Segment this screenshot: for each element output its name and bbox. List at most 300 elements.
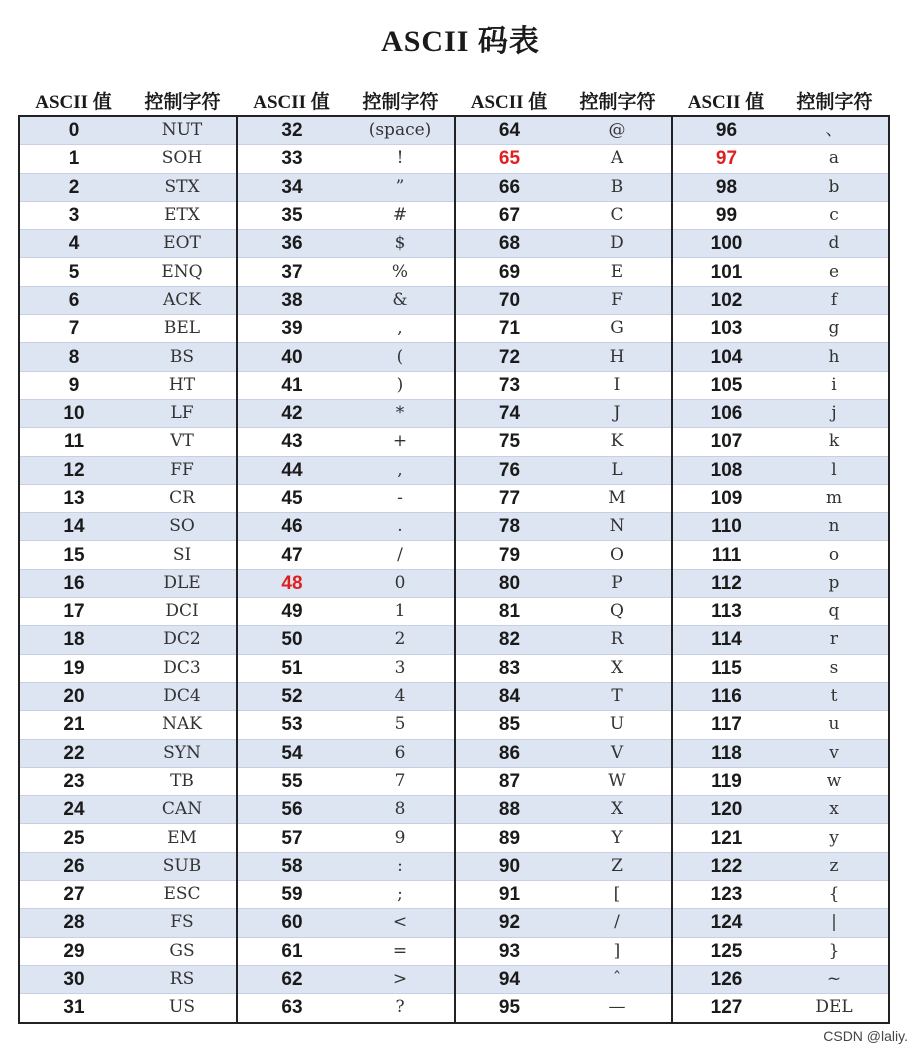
ascii-value-cell: 89 xyxy=(455,824,563,852)
ascii-value-cell: 92 xyxy=(455,909,563,937)
control-char-cell: — xyxy=(563,994,672,1023)
ascii-value-cell: 40 xyxy=(237,343,346,371)
control-char-cell: & xyxy=(346,286,455,314)
ascii-value-cell: 38 xyxy=(237,286,346,314)
ascii-value-cell: 9 xyxy=(19,371,128,399)
ascii-value-cell: 27 xyxy=(19,881,128,909)
control-char-cell: BS xyxy=(128,343,237,371)
control-char-cell: g xyxy=(780,315,889,343)
control-char-cell: ? xyxy=(346,994,455,1023)
control-char-cell: GS xyxy=(128,937,237,965)
control-char-cell: VT xyxy=(128,428,237,456)
ascii-value-cell: 72 xyxy=(455,343,563,371)
control-char-cell: X xyxy=(563,796,672,824)
ascii-value-cell: 11 xyxy=(19,428,128,456)
ascii-value-cell: 25 xyxy=(19,824,128,852)
ascii-value-cell: 99 xyxy=(672,201,780,229)
control-char-cell: TB xyxy=(128,767,237,795)
ascii-value-cell: 57 xyxy=(237,824,346,852)
control-char-cell: 6 xyxy=(346,739,455,767)
control-char-cell: 、 xyxy=(780,116,889,145)
control-char-cell: y xyxy=(780,824,889,852)
control-char-cell: R xyxy=(563,626,672,654)
ascii-value-cell: 39 xyxy=(237,315,346,343)
ascii-value-cell: 71 xyxy=(455,315,563,343)
ascii-value-cell: 120 xyxy=(672,796,780,824)
ascii-value-cell: 22 xyxy=(19,739,128,767)
ascii-value-cell: 33 xyxy=(237,145,346,173)
control-char-cell: DLE xyxy=(128,569,237,597)
control-char-cell: m xyxy=(780,484,889,512)
control-char-cell: 7 xyxy=(346,767,455,795)
ascii-value-cell: 43 xyxy=(237,428,346,456)
control-char-cell: - xyxy=(346,484,455,512)
ascii-value-cell: 16 xyxy=(19,569,128,597)
ascii-value-cell: 13 xyxy=(19,484,128,512)
ascii-value-cell: 68 xyxy=(455,230,563,258)
ascii-value-cell: 91 xyxy=(455,881,563,909)
table-row xyxy=(19,937,889,965)
ascii-value-cell: 54 xyxy=(237,739,346,767)
control-char-cell: w xyxy=(780,767,889,795)
ascii-value-cell: 37 xyxy=(237,258,346,286)
control-char-cell: 4 xyxy=(346,682,455,710)
control-char-cell: + xyxy=(346,428,455,456)
ascii-value-cell: 107 xyxy=(672,428,780,456)
control-char-cell: @ xyxy=(563,116,672,145)
control-char-cell: z xyxy=(780,852,889,880)
control-char-cell: FF xyxy=(128,456,237,484)
control-char-cell: ) xyxy=(346,371,455,399)
ascii-value-cell: 28 xyxy=(19,909,128,937)
control-char-cell: < xyxy=(346,909,455,937)
control-char-cell: U xyxy=(563,711,672,739)
ascii-value-cell: 84 xyxy=(455,682,563,710)
control-char-cell: h xyxy=(780,343,889,371)
ascii-value-cell: 45 xyxy=(237,484,346,512)
ascii-value-cell: 24 xyxy=(19,796,128,824)
table-row xyxy=(19,173,889,201)
control-char-cell: q xyxy=(780,598,889,626)
control-char-cell: : xyxy=(346,852,455,880)
column-header: ASCII 值 xyxy=(237,86,346,116)
control-char-cell: EM xyxy=(128,824,237,852)
ascii-value-cell: 88 xyxy=(455,796,563,824)
control-char-cell: , xyxy=(346,456,455,484)
table-row xyxy=(19,428,889,456)
control-char-cell: FS xyxy=(128,909,237,937)
ascii-value-cell: 100 xyxy=(672,230,780,258)
control-char-cell: DC4 xyxy=(128,682,237,710)
ascii-value-cell: 90 xyxy=(455,852,563,880)
control-char-cell: NUT xyxy=(128,116,237,145)
ascii-value-cell: 116 xyxy=(672,682,780,710)
control-char-cell: H xyxy=(563,343,672,371)
ascii-value-cell: 121 xyxy=(672,824,780,852)
ascii-value-cell: 87 xyxy=(455,767,563,795)
ascii-value-cell: 19 xyxy=(19,654,128,682)
table-row xyxy=(19,994,889,1023)
ascii-value-cell: 93 xyxy=(455,937,563,965)
ascii-value-cell: 113 xyxy=(672,598,780,626)
ascii-value-cell: 42 xyxy=(237,399,346,427)
control-char-cell: C xyxy=(563,201,672,229)
ascii-value-cell: 20 xyxy=(19,682,128,710)
ascii-value-cell: 12 xyxy=(19,456,128,484)
control-char-cell: NAK xyxy=(128,711,237,739)
ascii-value-cell: 66 xyxy=(455,173,563,201)
ascii-value-cell: 51 xyxy=(237,654,346,682)
table-row xyxy=(19,484,889,512)
table-row xyxy=(19,456,889,484)
control-char-cell: O xyxy=(563,541,672,569)
control-char-cell: T xyxy=(563,682,672,710)
ascii-value-cell: 106 xyxy=(672,399,780,427)
control-char-cell: f xyxy=(780,286,889,314)
ascii-value-cell: 32 xyxy=(237,116,346,145)
ascii-value-cell: 77 xyxy=(455,484,563,512)
table-row xyxy=(19,145,889,173)
control-char-cell: EOT xyxy=(128,230,237,258)
ascii-value-cell: 48 xyxy=(237,569,346,597)
ascii-value-cell: 69 xyxy=(455,258,563,286)
ascii-value-cell: 4 xyxy=(19,230,128,258)
control-char-cell: HT xyxy=(128,371,237,399)
table-row xyxy=(19,230,889,258)
control-char-cell: CR xyxy=(128,484,237,512)
control-char-cell: / xyxy=(563,909,672,937)
ascii-value-cell: 65 xyxy=(455,145,563,173)
table-row xyxy=(19,286,889,314)
ascii-value-cell: 126 xyxy=(672,965,780,993)
control-char-cell: 2 xyxy=(346,626,455,654)
ascii-table xyxy=(18,86,890,1024)
control-char-cell: SOH xyxy=(128,145,237,173)
control-char-cell: DCI xyxy=(128,598,237,626)
control-char-cell: [ xyxy=(563,881,672,909)
ascii-value-cell: 21 xyxy=(19,711,128,739)
ascii-value-cell: 101 xyxy=(672,258,780,286)
table-row xyxy=(19,513,889,541)
ascii-value-cell: 119 xyxy=(672,767,780,795)
ascii-value-cell: 46 xyxy=(237,513,346,541)
control-char-cell: % xyxy=(346,258,455,286)
ascii-value-cell: 49 xyxy=(237,598,346,626)
ascii-value-cell: 82 xyxy=(455,626,563,654)
control-char-cell: LF xyxy=(128,399,237,427)
ascii-value-cell: 30 xyxy=(19,965,128,993)
control-char-cell: Z xyxy=(563,852,672,880)
ascii-value-cell: 78 xyxy=(455,513,563,541)
control-char-cell: 8 xyxy=(346,796,455,824)
ascii-value-cell: 7 xyxy=(19,315,128,343)
table-header-row xyxy=(19,86,889,116)
ascii-value-cell: 26 xyxy=(19,852,128,880)
control-char-cell: u xyxy=(780,711,889,739)
column-header: 控制字符 xyxy=(346,86,455,116)
control-char-cell: o xyxy=(780,541,889,569)
control-char-cell: = xyxy=(346,937,455,965)
control-char-cell: ] xyxy=(563,937,672,965)
control-char-cell: ENQ xyxy=(128,258,237,286)
table-row xyxy=(19,569,889,597)
control-char-cell: ~ xyxy=(780,965,889,993)
control-char-cell: US xyxy=(128,994,237,1023)
ascii-value-cell: 125 xyxy=(672,937,780,965)
ascii-value-cell: 94 xyxy=(455,965,563,993)
control-char-cell: BEL xyxy=(128,315,237,343)
control-char-cell: s xyxy=(780,654,889,682)
ascii-value-cell: 59 xyxy=(237,881,346,909)
control-char-cell: $ xyxy=(346,230,455,258)
ascii-value-cell: 63 xyxy=(237,994,346,1023)
ascii-value-cell: 117 xyxy=(672,711,780,739)
control-char-cell: ESC xyxy=(128,881,237,909)
control-char-cell: ; xyxy=(346,881,455,909)
ascii-value-cell: 35 xyxy=(237,201,346,229)
control-char-cell: t xyxy=(780,682,889,710)
table-row xyxy=(19,343,889,371)
ascii-value-cell: 86 xyxy=(455,739,563,767)
ascii-value-cell: 104 xyxy=(672,343,780,371)
ascii-value-cell: 0 xyxy=(19,116,128,145)
control-char-cell: 5 xyxy=(346,711,455,739)
ascii-value-cell: 23 xyxy=(19,767,128,795)
control-char-cell: k xyxy=(780,428,889,456)
ascii-value-cell: 124 xyxy=(672,909,780,937)
control-char-cell: DC2 xyxy=(128,626,237,654)
control-char-cell: F xyxy=(563,286,672,314)
ascii-value-cell: 80 xyxy=(455,569,563,597)
control-char-cell: K xyxy=(563,428,672,456)
ascii-value-cell: 115 xyxy=(672,654,780,682)
control-char-cell: v xyxy=(780,739,889,767)
control-char-cell: ! xyxy=(346,145,455,173)
table-row xyxy=(19,541,889,569)
ascii-value-cell: 114 xyxy=(672,626,780,654)
control-char-cell: CAN xyxy=(128,796,237,824)
ascii-value-cell: 1 xyxy=(19,145,128,173)
table-row xyxy=(19,371,889,399)
control-char-cell: . xyxy=(346,513,455,541)
column-header: ASCII 值 xyxy=(672,86,780,116)
ascii-value-cell: 85 xyxy=(455,711,563,739)
ascii-value-cell: 118 xyxy=(672,739,780,767)
ascii-value-cell: 97 xyxy=(672,145,780,173)
ascii-value-cell: 112 xyxy=(672,569,780,597)
ascii-value-cell: 17 xyxy=(19,598,128,626)
control-char-cell: M xyxy=(563,484,672,512)
control-char-cell: 0 xyxy=(346,569,455,597)
table-body xyxy=(19,116,889,1023)
control-char-cell: D xyxy=(563,230,672,258)
watermark: CSDN @laliy. xyxy=(820,1027,911,1045)
ascii-value-cell: 95 xyxy=(455,994,563,1023)
control-char-cell: ˆ xyxy=(563,965,672,993)
table-row xyxy=(19,965,889,993)
control-char-cell: c xyxy=(780,201,889,229)
control-char-cell: STX xyxy=(128,173,237,201)
ascii-value-cell: 105 xyxy=(672,371,780,399)
control-char-cell: L xyxy=(563,456,672,484)
control-char-cell: ACK xyxy=(128,286,237,314)
control-char-cell: e xyxy=(780,258,889,286)
table-row xyxy=(19,796,889,824)
control-char-cell: SUB xyxy=(128,852,237,880)
control-char-cell: ( xyxy=(346,343,455,371)
table-row xyxy=(19,824,889,852)
control-char-cell: SI xyxy=(128,541,237,569)
control-char-cell: Q xyxy=(563,598,672,626)
control-char-cell: N xyxy=(563,513,672,541)
column-header: ASCII 值 xyxy=(19,86,128,116)
ascii-value-cell: 34 xyxy=(237,173,346,201)
control-char-cell: b xyxy=(780,173,889,201)
control-char-cell: DC3 xyxy=(128,654,237,682)
ascii-value-cell: 58 xyxy=(237,852,346,880)
ascii-value-cell: 111 xyxy=(672,541,780,569)
table-row xyxy=(19,626,889,654)
ascii-value-cell: 83 xyxy=(455,654,563,682)
control-char-cell: SYN xyxy=(128,739,237,767)
ascii-value-cell: 108 xyxy=(672,456,780,484)
table-row xyxy=(19,315,889,343)
ascii-value-cell: 76 xyxy=(455,456,563,484)
control-char-cell: j xyxy=(780,399,889,427)
column-header: ASCII 值 xyxy=(455,86,563,116)
control-char-cell: DEL xyxy=(780,994,889,1023)
ascii-value-cell: 3 xyxy=(19,201,128,229)
ascii-value-cell: 50 xyxy=(237,626,346,654)
control-char-cell: G xyxy=(563,315,672,343)
control-char-cell: (space) xyxy=(346,116,455,145)
control-char-cell: a xyxy=(780,145,889,173)
table-row xyxy=(19,598,889,626)
table-row xyxy=(19,201,889,229)
ascii-value-cell: 102 xyxy=(672,286,780,314)
ascii-value-cell: 122 xyxy=(672,852,780,880)
ascii-value-cell: 18 xyxy=(19,626,128,654)
ascii-value-cell: 70 xyxy=(455,286,563,314)
control-char-cell: J xyxy=(563,399,672,427)
control-char-cell: / xyxy=(346,541,455,569)
control-char-cell: E xyxy=(563,258,672,286)
ascii-value-cell: 109 xyxy=(672,484,780,512)
ascii-value-cell: 31 xyxy=(19,994,128,1023)
ascii-value-cell: 44 xyxy=(237,456,346,484)
ascii-value-cell: 8 xyxy=(19,343,128,371)
control-char-cell: 9 xyxy=(346,824,455,852)
ascii-value-cell: 2 xyxy=(19,173,128,201)
control-char-cell: ” xyxy=(346,173,455,201)
ascii-value-cell: 103 xyxy=(672,315,780,343)
ascii-value-cell: 73 xyxy=(455,371,563,399)
control-char-cell: X xyxy=(563,654,672,682)
ascii-value-cell: 10 xyxy=(19,399,128,427)
page-title: ASCII 码表 xyxy=(381,25,540,58)
ascii-value-cell: 55 xyxy=(237,767,346,795)
ascii-value-cell: 75 xyxy=(455,428,563,456)
control-char-cell: x xyxy=(780,796,889,824)
table-row xyxy=(19,909,889,937)
control-char-cell: ETX xyxy=(128,201,237,229)
control-char-cell: | xyxy=(780,909,889,937)
ascii-value-cell: 61 xyxy=(237,937,346,965)
ascii-value-cell: 53 xyxy=(237,711,346,739)
ascii-value-cell: 52 xyxy=(237,682,346,710)
ascii-value-cell: 36 xyxy=(237,230,346,258)
table-row xyxy=(19,258,889,286)
ascii-value-cell: 96 xyxy=(672,116,780,145)
control-char-cell: } xyxy=(780,937,889,965)
ascii-value-cell: 123 xyxy=(672,881,780,909)
control-char-cell: I xyxy=(563,371,672,399)
control-char-cell: r xyxy=(780,626,889,654)
table-row xyxy=(19,852,889,880)
control-char-cell: { xyxy=(780,881,889,909)
control-char-cell: i xyxy=(780,371,889,399)
control-char-cell: # xyxy=(346,201,455,229)
ascii-value-cell: 79 xyxy=(455,541,563,569)
table-row xyxy=(19,399,889,427)
ascii-value-cell: 127 xyxy=(672,994,780,1023)
ascii-value-cell: 6 xyxy=(19,286,128,314)
table-row xyxy=(19,654,889,682)
control-char-cell: 3 xyxy=(346,654,455,682)
control-char-cell: Y xyxy=(563,824,672,852)
control-char-cell: > xyxy=(346,965,455,993)
control-char-cell: d xyxy=(780,230,889,258)
table-row xyxy=(19,711,889,739)
control-char-cell: RS xyxy=(128,965,237,993)
table-row xyxy=(19,682,889,710)
ascii-value-cell: 14 xyxy=(19,513,128,541)
ascii-value-cell: 60 xyxy=(237,909,346,937)
control-char-cell: A xyxy=(563,145,672,173)
control-char-cell: SO xyxy=(128,513,237,541)
control-char-cell: P xyxy=(563,569,672,597)
table-row xyxy=(19,767,889,795)
ascii-value-cell: 5 xyxy=(19,258,128,286)
control-char-cell: n xyxy=(780,513,889,541)
table-row xyxy=(19,881,889,909)
ascii-value-cell: 41 xyxy=(237,371,346,399)
column-header: 控制字符 xyxy=(128,86,237,116)
control-char-cell: p xyxy=(780,569,889,597)
ascii-value-cell: 47 xyxy=(237,541,346,569)
ascii-value-cell: 110 xyxy=(672,513,780,541)
ascii-value-cell: 56 xyxy=(237,796,346,824)
control-char-cell: 1 xyxy=(346,598,455,626)
ascii-value-cell: 74 xyxy=(455,399,563,427)
ascii-value-cell: 15 xyxy=(19,541,128,569)
column-header: 控制字符 xyxy=(780,86,889,116)
ascii-value-cell: 81 xyxy=(455,598,563,626)
ascii-value-cell: 67 xyxy=(455,201,563,229)
ascii-value-cell: 29 xyxy=(19,937,128,965)
control-char-cell: V xyxy=(563,739,672,767)
control-char-cell: l xyxy=(780,456,889,484)
control-char-cell: , xyxy=(346,315,455,343)
ascii-value-cell: 98 xyxy=(672,173,780,201)
ascii-value-cell: 62 xyxy=(237,965,346,993)
control-char-cell: W xyxy=(563,767,672,795)
column-header: 控制字符 xyxy=(563,86,672,116)
table-row xyxy=(19,739,889,767)
control-char-cell: B xyxy=(563,173,672,201)
table-row xyxy=(19,116,889,145)
ascii-value-cell: 64 xyxy=(455,116,563,145)
